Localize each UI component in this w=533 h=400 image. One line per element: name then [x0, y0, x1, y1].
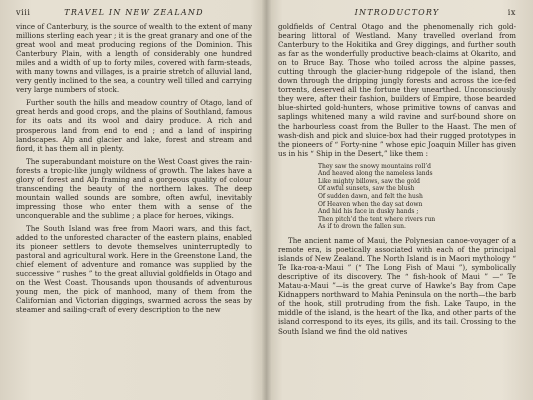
- poem-line: They saw the snowy mountains roll’d: [318, 162, 431, 170]
- poem-line: Of awful sunsets, saw the blush: [318, 185, 415, 193]
- right-page-header: [278, 6, 516, 20]
- poem-line: Then pitch’d the tent where rivers run: [318, 215, 436, 223]
- right-paragraph-1: goldfields of Central Otago and the phenomenally rich gold-bearing littoral of Westland. Many travelled overland from Canterbury to the Hokitika and Grey diggings, and further south as far as the wonderfully productive beach-claims at Okarito, and on to Bruce Bay. Those who toiled across the alpine passes, cutting through the glacier-hung ridgepole of the island, then down through the dripping jungly forests and across the ice-fed torrents, deserved all the fortune they unearthed. Unconsciously they were, after their fashion, builders of Empire, those bearded blue-shirted gold-hunters, whose primitive towns of canvas and saplings whitened many a wild ravine and surf-bound shore on the harbourless coast from the Buller to the Haast. The men of wash-dish and pick and sluice-box had their rugged prototypes in the pioneers of “ Forty-nine ” whose epic Joaquin Miller has given us in his “ Ship in the Desert,” like them :: [278, 22, 516, 158]
- running-title-left: TRAVEL IN NEW ZEALAND: [64, 8, 204, 17]
- left-page-header: [16, 6, 252, 20]
- poem-line: As if to drown the fallen sun.: [318, 223, 406, 231]
- right-paragraph-2: The ancient name of Maui, the Polynesian canoe-voyager of a remote era, is poetically associated with each of the principal islands of New Zealand. The North Island is in Maori mythology “ Te Ika-roa-a-Maui ” (“ The Long Fish of Maui ”), symbolically descriptive of its discovery. The “ fish-hook of Maui ” —“ Te Matau-a-Maui ”—is the great curve of Hawke’s Bay from Cape Kidnappers northward to Mahia Peninsula on the north—the barb of the hook, still protruding from the fish. Lake Taupo, in the middle of the island, is the heart of the Ika, and other parts of the island correspond to its eyes, its gills, and its tail. Crossing to the South Island we find the old natives: [278, 236, 516, 336]
- left-paragraph-3: The superabundant moisture on the West Coast gives the rain-forests a tropic-like jungly wildness of growth. The lakes have a glory of forest and Alp framing and a gorgeous quality of colour transcending the beauty of the northern lakes. The deep mountain walled sounds are sombre, often awful, inevitably impressing those who enter them with a sense of the unconquerable and the sublime ; a place for heroes, vikings.: [16, 156, 252, 220]
- running-title-right: INTRODUCTORY: [354, 8, 440, 17]
- left-paragraph-1: vince of Canterbury, is the source of wealth to the extent of many millions sterling each year ; it is the great granary and one of the great wool and meat producing regions of the Dominion. This Canterbury Plain, with a length of considerably one hundred miles and a width of up to forty miles, covered with farm-steads, with many towns and villages, is a prairie stretch of alluvial land, very gently inclined to the sea, a country well tilled and carrying very large numbers of stock.: [16, 22, 252, 95]
- poem-quote: [318, 163, 516, 231]
- left-paragraph-4: The South Island was free from Maori wars, and this fact, added to the unforested character of the eastern plains, enabled its pioneer settlers to devote themselves uninterruptedly to pastoral and agricultural work. Here in the Greenstone Land, the chief element of adventure and romance was supplied by the successive “ rushes ” to the great alluvial goldfields in Otago and on the West Coast. Thousands upon thousands of adventurous young men, the pick of manhood, many of them from the Californian and Victorian diggings, swarmed across the seas by steamer and sailing-craft of every description to the new: [16, 223, 252, 315]
- poem-line: And heaved along the nameless lands: [318, 170, 433, 178]
- page-number-right: ix: [507, 8, 516, 17]
- left-page: [0, 0, 266, 400]
- right-page: [266, 0, 532, 400]
- page-number-left: viii: [16, 8, 31, 17]
- poem-line: Of sudden dawn, and felt the hush: [318, 193, 423, 201]
- poem-line: And hid his face in dusky hands ;: [318, 208, 419, 216]
- poem-line: Like mighty billows, saw the gold: [318, 177, 420, 185]
- right-page-body: [278, 22, 516, 336]
- left-paragraph-2: Further south the hills and meadow country of Otago, land of great herds and good crops, and the plains of Southland, famous for its oats and its wool and dairy produce. A rich and prosperous land from end to end ; and a land of inspiring landscapes. Alp and glacier and lake, forest and stream and fiord, it has them all in plenty.: [16, 98, 252, 153]
- poem-line: Of Heaven when the day sat down: [318, 200, 423, 208]
- left-page-body: [16, 22, 252, 314]
